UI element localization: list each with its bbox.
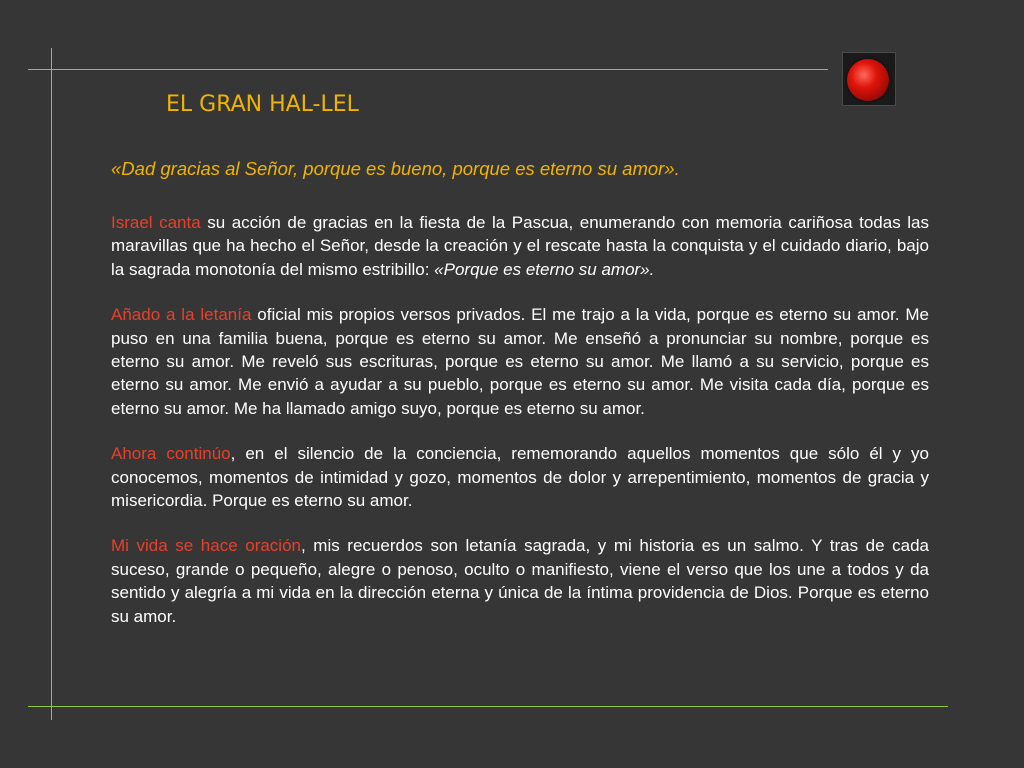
paragraph-lead: Israel canta [111,213,201,232]
page-title: EL GRAN HAL-LEL [166,92,359,117]
paragraph-text: oficial mis propios versos privados. El me trajo a la vida, porque es eterno su amor. Me puso en una familia buena, porque es eterno su amor. Me enseñó a pronunciar su nombre, porque es eterno su amor. Me reveló sus escrituras, porque es eterno su amor. Me llamó a su servicio, porque es eterno su amor. Me envió a ayudar a su pueblo, porque es eterno su amor. Me visita cada día, porque es eterno su amor. Me ha llamado amigo suyo, porque es eterno su amor. [111,305,930,418]
paragraph-text: , en el silencio de la conciencia, rememorando aquellos momentos que sólo él y yo conocemos, momentos de intimidad y gozo, momentos de dolor y arrepentimiento, momentos de gracia y misericordia. Porque es eterno su amor. [111,444,929,511]
record-button-icon[interactable] [842,52,896,106]
paragraph-lead: Mi vida se hace oración [111,536,301,556]
refrain-quote: «Porque es eterno su amor». [434,259,655,279]
body-text [111,211,929,628]
paragraph-text: su acción de gracias en la fiesta de la Pascua, enumerando con memoria cariñosa todas las maravillas que ha hecho el Señor, desde la creación y el rescate hasta la conquista y el cuidado diario, bajo la sagrada monotonía del mismo estribillo: [111,213,929,279]
paragraph-ahora [111,442,929,512]
subtitle-quote: «Dad gracias al Señor, porque es bueno, porque es eterno su amor». [111,158,680,179]
paragraph-israel [111,211,929,281]
paragraph-lead: Añado a la letanía [111,305,252,325]
paragraph-lead: Ahora continúo [111,444,231,464]
left-rule [51,48,52,720]
paragraph-text: , mis recuerdos son letanía sagrada, y mi historia es un salmo. Y tras de cada suceso, grande o pequeño, alegre o penoso, oculto o manifiesto, viene el verso que los une a todos y da sentido y alegría a mi vida en la dirección eterna y única de la íntima providencia de Dios. Porque es eterno su amor. [111,536,929,626]
record-dot [847,59,889,101]
paragraph-oracion [111,534,929,628]
bottom-rule [28,706,948,707]
top-rule [28,69,828,70]
paragraph-letania [111,303,929,420]
